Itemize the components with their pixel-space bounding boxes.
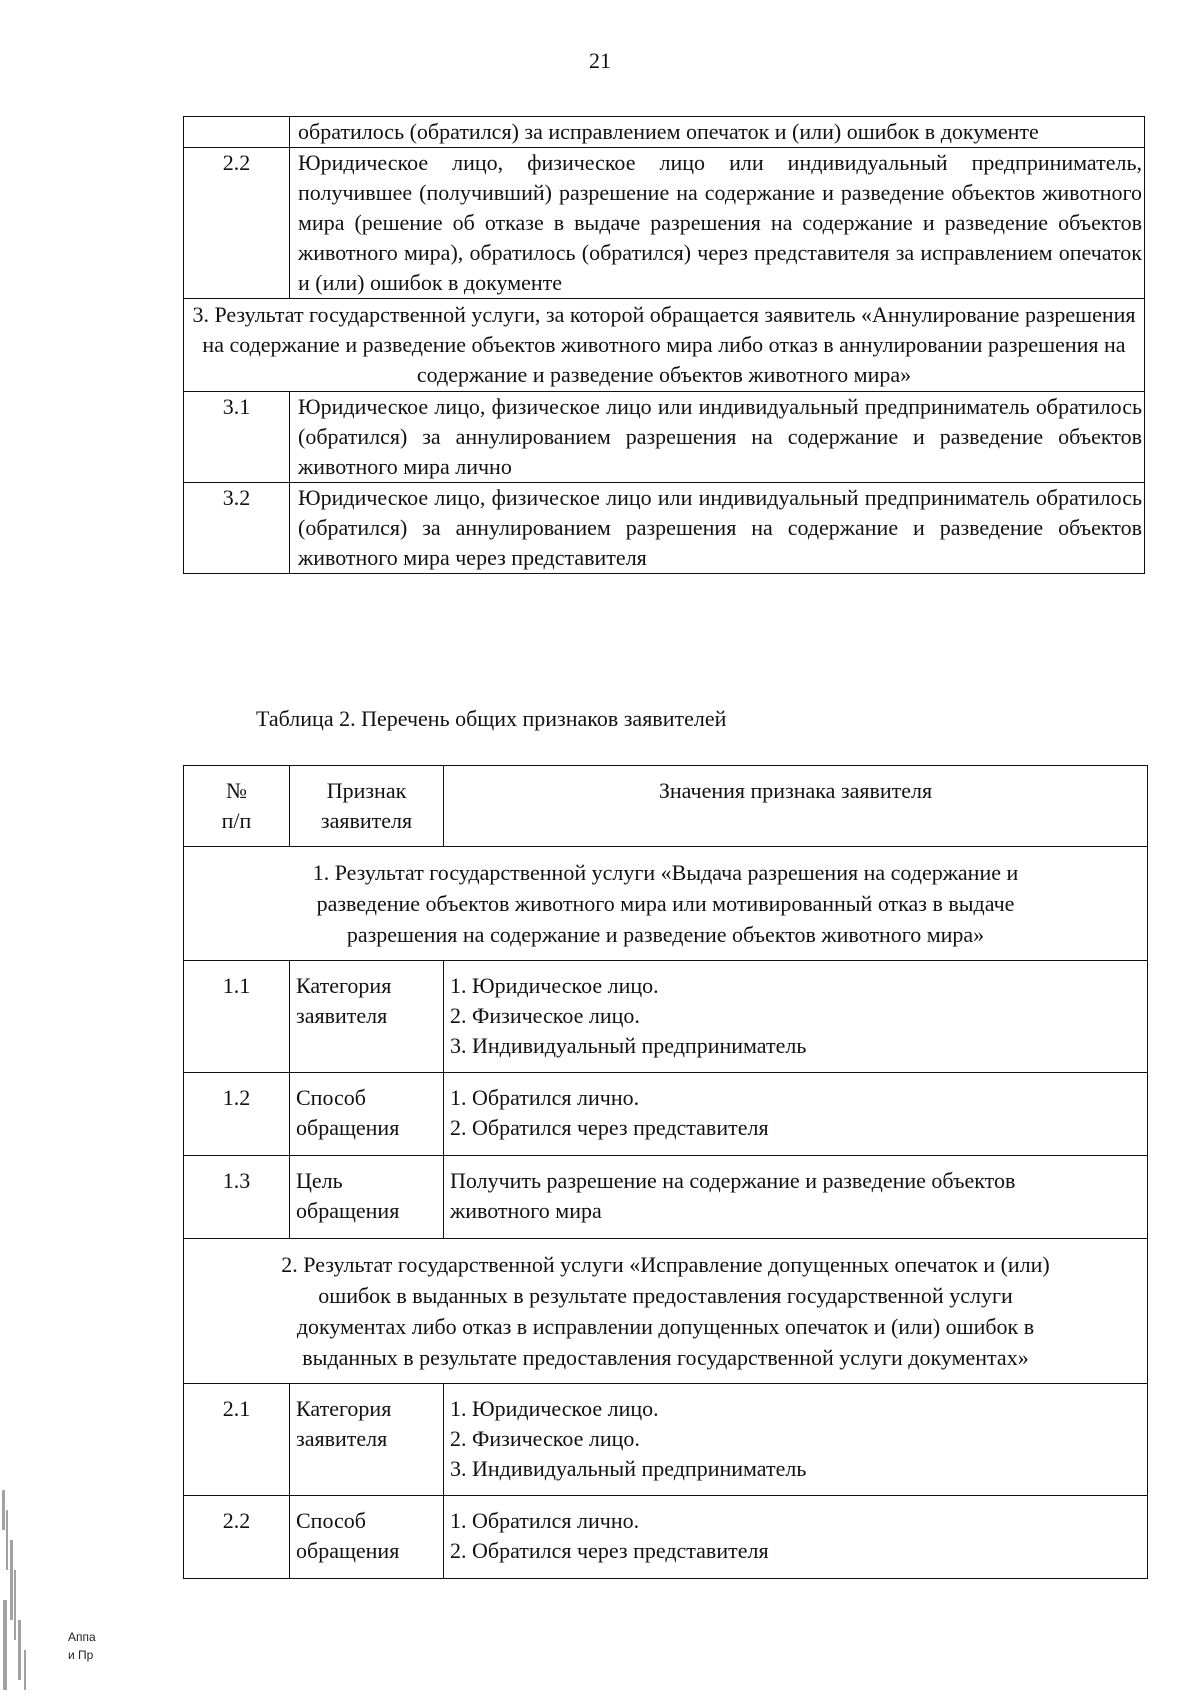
- row-feature: Категория заявителя: [290, 961, 444, 1073]
- table-row: [184, 117, 1145, 148]
- margin-stamp-text: и Пр: [68, 1648, 94, 1662]
- row-number: 3.2: [184, 483, 290, 574]
- applicant-features-table: [183, 765, 1148, 1579]
- table-row: [184, 483, 1145, 574]
- table-row: [184, 1384, 1148, 1496]
- table-row: [184, 961, 1148, 1073]
- margin-stamp-text: Аппа: [68, 1630, 96, 1644]
- section-heading: 1. Результат государственной услуги «Выдача разрешения на содержание и разведение объектов животного мира или мотивированный отказ в выдаче разрешения на содержание и разведение объектов животного мира»: [184, 847, 1148, 961]
- row-values: 1. Юридическое лицо. 2. Физическое лицо. 3. Индивидуальный предприниматель: [444, 1384, 1148, 1496]
- row-number: 3.1: [184, 392, 290, 483]
- row-number: 1.2: [184, 1073, 290, 1156]
- row-text: обратилось (обратился) за исправлением опечаток и (или) ошибок в документе: [290, 117, 1145, 148]
- row-text: Юридическое лицо, физическое лицо или индивидуальный предприниматель обратилось (обратился) за аннулированием разрешения на содержание и разведение объектов животного мира через представителя: [290, 483, 1145, 574]
- header-row: [184, 766, 1148, 847]
- row-text: Юридическое лицо, физическое лицо или индивидуальный предприниматель обратилось (обратился) за аннулированием разрешения на содержание и разведение объектов животного мира лично: [290, 392, 1145, 483]
- scan-edge-noise: [0, 1480, 60, 1698]
- section-heading: 3. Результат государственной услуги, за которой обращается заявитель «Аннулирование разрешения на содержание и разведение объектов животного мира либо отказ в аннулировании разрешения на содержание и разведение объектов животного мира»: [184, 299, 1145, 392]
- row-feature: Цель обращения: [290, 1156, 444, 1239]
- row-values: 1. Юридическое лицо. 2. Физическое лицо. 3. Индивидуальный предприниматель: [444, 961, 1148, 1073]
- row-text: Юридическое лицо, физическое лицо или индивидуальный предприниматель, получившее (получивший) разрешение на содержание и разведение объектов животного мира (решение об отказе в выдаче разрешения на содержание и разведение объектов животного мира), обратилось (обратился) через представителя за исправлением опечаток и (или) ошибок в документе: [290, 148, 1145, 299]
- table-caption: Таблица 2. Перечень общих признаков заявителей: [256, 706, 727, 731]
- row-values: 1. Обратился лично. 2. Обратился через представителя: [444, 1496, 1148, 1579]
- row-feature: Категория заявителя: [290, 1384, 444, 1496]
- table-row: [184, 1073, 1148, 1156]
- row-feature: Способ обращения: [290, 1073, 444, 1156]
- row-number: 2.2: [184, 148, 290, 299]
- section-row: [184, 847, 1148, 961]
- row-feature: Способ обращения: [290, 1496, 444, 1579]
- section-row: [184, 299, 1145, 392]
- table-row: [184, 148, 1145, 299]
- section-heading: 2. Результат государственной услуги «Исправление допущенных опечаток и (или) ошибок в выданных в результате предоставления государственной услуги документах либо отказ в исправлении допущенных опечаток и (или) ошибок в выданных в результате предоставления государственной услуги документах»: [184, 1239, 1148, 1384]
- table-row: [184, 1156, 1148, 1239]
- header-values: Значения признака заявителя: [444, 766, 1148, 847]
- applicant-variants-table: [183, 116, 1145, 574]
- section-row: [184, 1239, 1148, 1384]
- row-number: 1.1: [184, 961, 290, 1073]
- header-feature: Признак заявителя: [290, 766, 444, 847]
- header-number: № п/п: [184, 766, 290, 847]
- table-row: [184, 1496, 1148, 1579]
- row-number: [184, 117, 290, 148]
- row-number: 2.1: [184, 1384, 290, 1496]
- row-values: Получить разрешение на содержание и разведение объектов животного мира: [444, 1156, 1148, 1239]
- table-row: [184, 392, 1145, 483]
- row-number: 2.2: [184, 1496, 290, 1579]
- page-number: 21: [589, 48, 611, 73]
- row-values: 1. Обратился лично. 2. Обратился через представителя: [444, 1073, 1148, 1156]
- row-number: 1.3: [184, 1156, 290, 1239]
